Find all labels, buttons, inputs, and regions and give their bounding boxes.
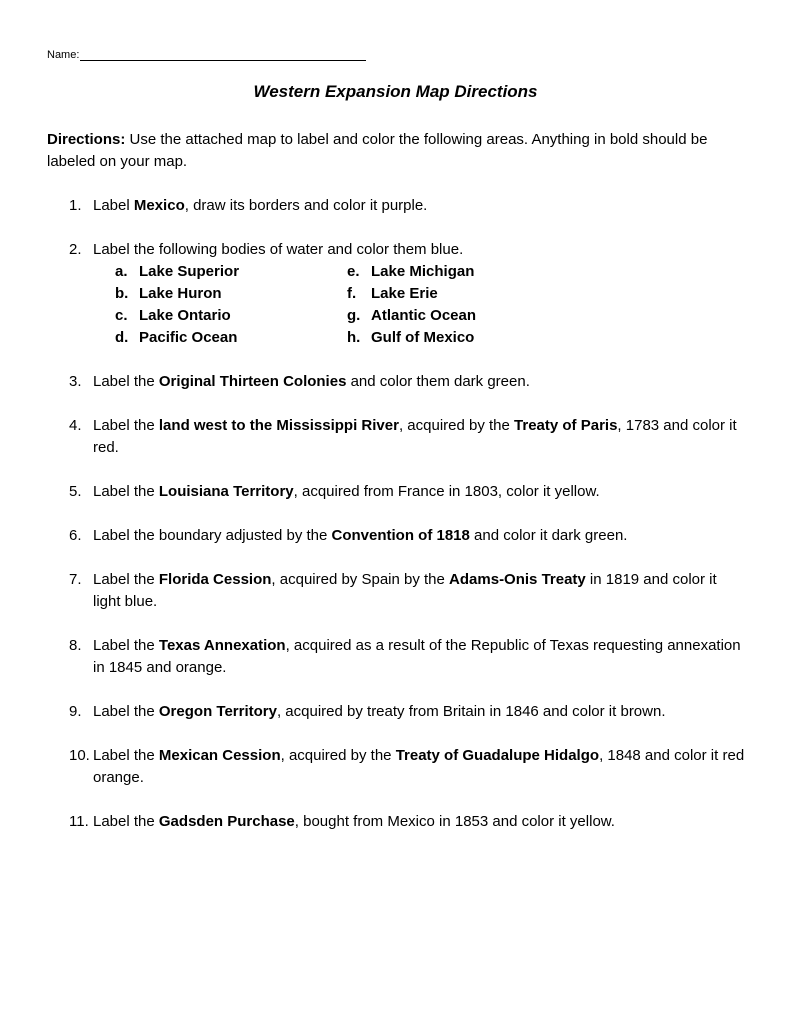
water-body-name: Lake Ontario xyxy=(139,307,231,324)
bold-term: Convention of 1818 xyxy=(331,527,470,544)
name-label: Name: xyxy=(47,49,80,61)
instruction-item xyxy=(47,195,747,217)
instruction-item xyxy=(47,635,747,679)
sub-letter: b. xyxy=(115,285,129,302)
item-text-segment: , acquired from France in 1803, color it yellow. xyxy=(293,483,600,500)
water-body-item xyxy=(115,261,347,283)
instruction-list xyxy=(47,195,747,855)
item-text xyxy=(93,481,747,503)
instruction-item xyxy=(47,569,747,613)
bold-term: Adams-Onis Treaty xyxy=(449,571,586,588)
water-bodies-list xyxy=(115,261,747,349)
bold-term: Louisiana Territory xyxy=(158,483,294,500)
item-text-segment: , draw its borders and color it purple. xyxy=(184,197,428,214)
item-number: 8. xyxy=(69,637,82,654)
instruction-item xyxy=(47,811,747,833)
item-text-segment: Label the xyxy=(93,703,159,720)
water-body-name: Lake Huron xyxy=(139,285,222,302)
item-number: 2. xyxy=(69,241,82,258)
instruction-item xyxy=(47,525,747,547)
item-text xyxy=(93,415,747,459)
instruction-item xyxy=(47,415,747,459)
water-body-item xyxy=(347,305,587,327)
instruction-item xyxy=(47,701,747,723)
item-text-segment: Label the xyxy=(93,417,159,434)
bold-term: Original Thirteen Colonies xyxy=(158,373,347,390)
item-text-segment: and color them dark green. xyxy=(346,373,530,390)
water-body-item xyxy=(115,283,347,305)
page-title: Western Expansion Map Directions xyxy=(253,82,538,101)
instruction-item xyxy=(47,481,747,503)
item-text-segment: Label the boundary adjusted by the xyxy=(93,527,332,544)
item-text-segment: Label xyxy=(93,197,134,214)
item-number: 7. xyxy=(69,571,82,588)
item-text xyxy=(93,745,747,789)
item-number: 10. xyxy=(69,747,90,764)
name-row xyxy=(47,47,366,61)
item-text-segment: , bought from Mexico in 1853 and color it yellow. xyxy=(294,813,615,830)
sub-letter: f. xyxy=(347,285,357,302)
item-text-segment: in 1819 and color it light blue. xyxy=(93,571,717,610)
item-text-segment: Label the xyxy=(93,637,159,654)
item-text xyxy=(93,635,747,679)
water-body-name: Lake Erie xyxy=(371,285,438,302)
bold-term: land west to the Mississippi River xyxy=(158,417,399,434)
item-text xyxy=(93,195,747,217)
instruction-item xyxy=(47,745,747,789)
item-text-segment: , acquired by the xyxy=(280,747,396,764)
bold-term: Florida Cession xyxy=(158,571,272,588)
water-body-item xyxy=(347,327,587,349)
item-text xyxy=(93,525,747,547)
item-text-segment: , 1848 and color it red orange. xyxy=(93,747,745,786)
item-number: 6. xyxy=(69,527,82,544)
sub-letter: a. xyxy=(115,263,128,280)
bold-term: Texas Annexation xyxy=(158,637,286,654)
bold-term: Treaty of Paris xyxy=(514,417,618,434)
bold-term: Mexican Cession xyxy=(158,747,281,764)
directions-text: Use the attached map to label and color the following areas. Anything in bold should be labeled on your map. xyxy=(47,131,708,170)
item-number: 3. xyxy=(69,373,82,390)
item-text-segment: and color it dark green. xyxy=(469,527,628,544)
bold-term: Gadsden Purchase xyxy=(158,813,295,830)
bold-term: Oregon Territory xyxy=(158,703,277,720)
item-text-segment: , acquired by the xyxy=(398,417,515,434)
item-text-segment: Label the xyxy=(93,747,159,764)
name-blank-line[interactable] xyxy=(80,47,366,61)
item-number: 9. xyxy=(69,703,82,720)
sub-letter: e. xyxy=(347,263,360,280)
item-text xyxy=(93,371,747,393)
water-body-name: Atlantic Ocean xyxy=(371,307,477,324)
water-body-name: Lake Michigan xyxy=(371,263,475,280)
item-number: 11. xyxy=(69,813,89,830)
item-text-segment: , acquired by treaty from Britain in 1846 and color it brown. xyxy=(276,703,666,720)
water-body-item xyxy=(115,305,347,327)
item-text xyxy=(93,569,747,613)
directions-paragraph xyxy=(47,129,747,173)
item-text-segment: Label the xyxy=(93,571,159,588)
water-body-item xyxy=(347,283,587,305)
item-text xyxy=(93,811,747,833)
water-body-name: Gulf of Mexico xyxy=(371,329,475,346)
instruction-item xyxy=(47,239,747,349)
water-body-name: Lake Superior xyxy=(139,263,240,280)
water-body-item xyxy=(347,261,587,283)
water-body-item xyxy=(115,327,347,349)
item-text-segment: Label the xyxy=(93,483,159,500)
bold-term: Mexico xyxy=(133,197,185,214)
sub-letter: h. xyxy=(347,329,361,346)
sub-letter: g. xyxy=(347,307,361,324)
item-text-segment: , acquired as a result of the Republic of Texas requesting annexation in 1845 and orange. xyxy=(93,637,741,676)
item-text xyxy=(93,239,747,261)
item-text-segment: , acquired by Spain by the xyxy=(271,571,450,588)
item-text-segment: , 1783 and color it red. xyxy=(93,417,737,456)
instruction-item xyxy=(47,371,747,393)
sub-letter: c. xyxy=(115,307,128,324)
bold-term: Treaty of Guadalupe Hidalgo xyxy=(395,747,600,764)
directions-label: Directions: xyxy=(47,131,126,148)
item-text-segment: Label the xyxy=(93,373,159,390)
water-body-name: Pacific Ocean xyxy=(139,329,238,346)
item-number: 1. xyxy=(69,197,82,214)
item-number: 5. xyxy=(69,483,82,500)
item-number: 4. xyxy=(69,417,82,434)
sub-letter: d. xyxy=(115,329,129,346)
item-text-segment: Label the xyxy=(93,813,159,830)
item-text xyxy=(93,701,747,723)
item-text-segment: Label the following bodies of water and color them blue. xyxy=(93,241,464,258)
